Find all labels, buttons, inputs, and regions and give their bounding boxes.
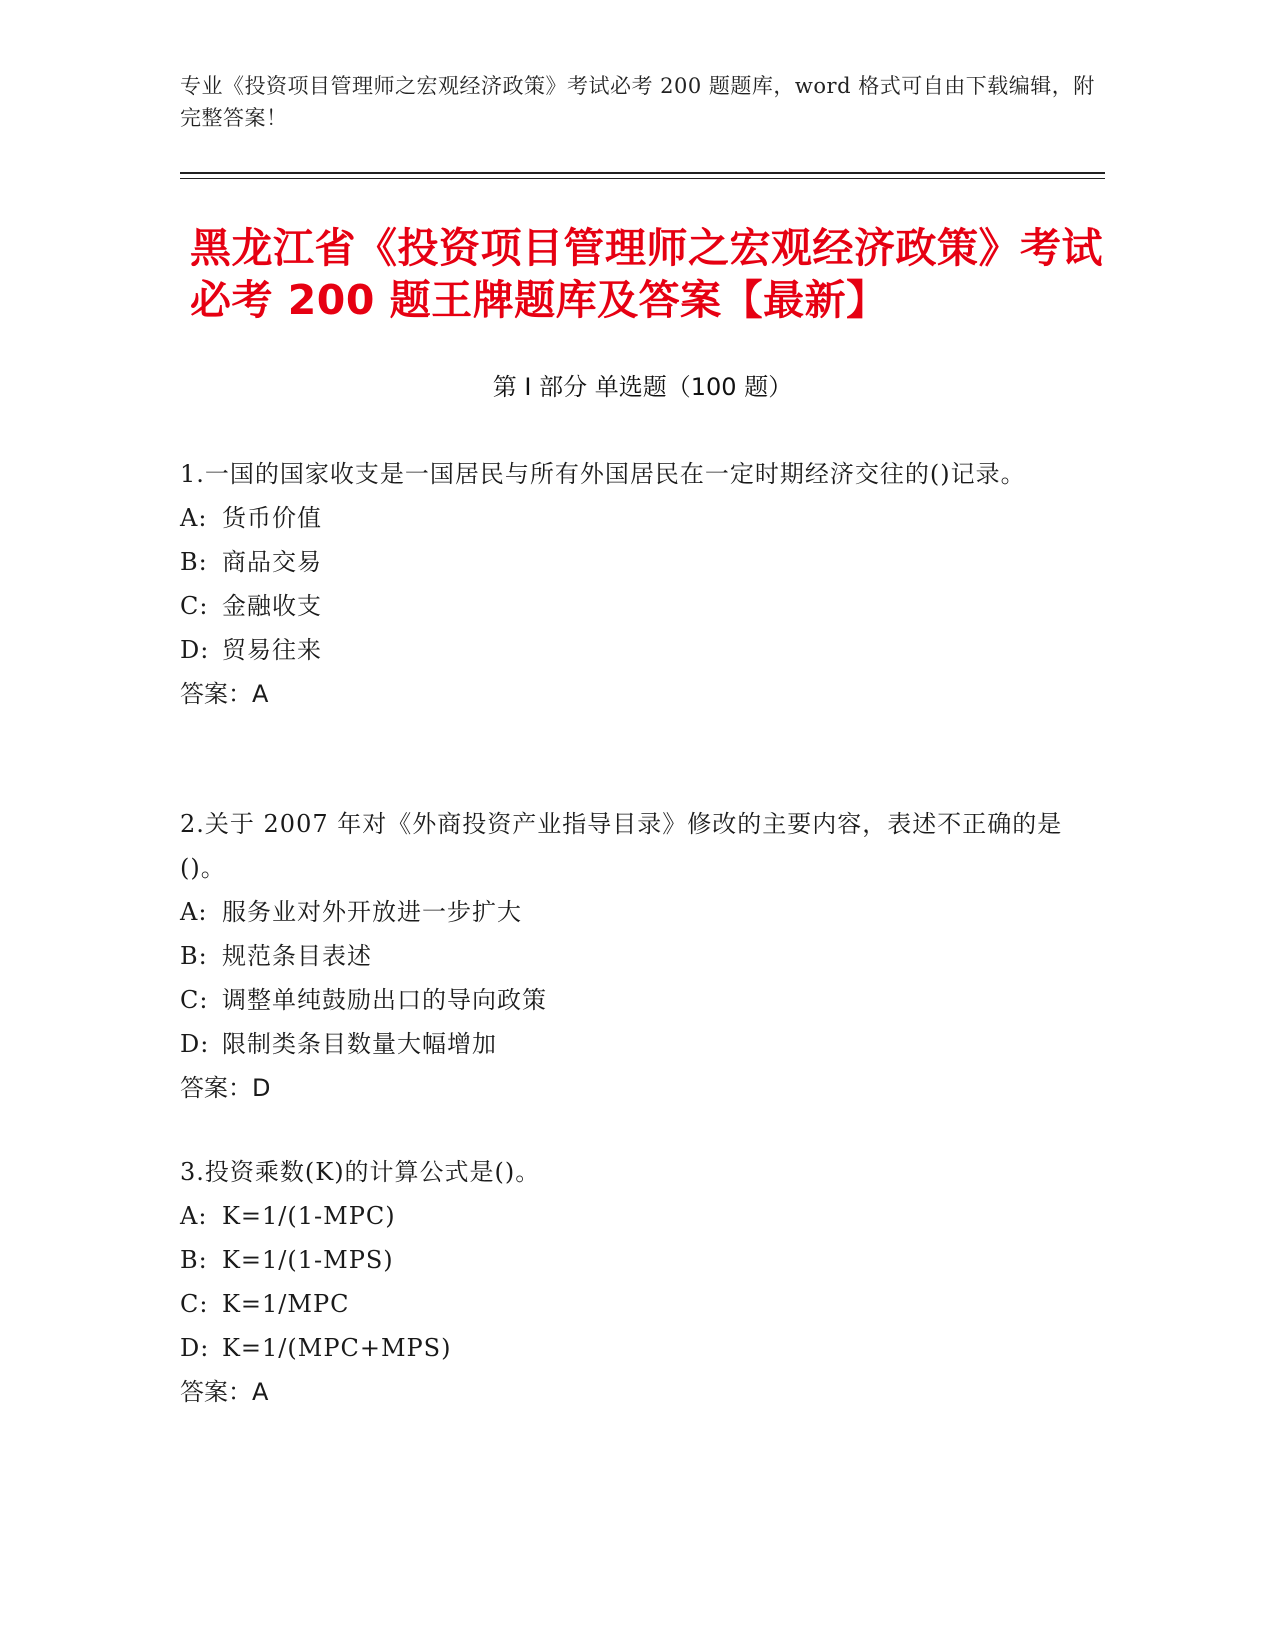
- section-title: 第 I 部分 单选题（100 题）: [492, 373, 793, 401]
- option-key: D:: [180, 1334, 210, 1362]
- option-text: 服务业对外开放进一步扩大: [222, 898, 522, 926]
- header-note: 专业《投资项目管理师之宏观经济政策》考试必考 200 题题库，word 格式可自由下载编辑，附完整答案！: [180, 74, 1095, 130]
- option-key: C:: [180, 986, 209, 1014]
- option-key: A:: [180, 504, 208, 532]
- option-text: 金融收支: [222, 592, 322, 620]
- option-d: [180, 1022, 1105, 1066]
- option-a: [180, 496, 1105, 540]
- option-text: 限制类条目数量大幅增加: [222, 1030, 497, 1058]
- answer: 答案：A: [180, 680, 269, 708]
- question-1: [180, 452, 1105, 716]
- header-divider-thin: [180, 178, 1105, 179]
- option-key: B:: [180, 1246, 208, 1274]
- option-c: [180, 584, 1105, 628]
- option-d: [180, 1326, 1105, 1370]
- option-text: 商品交易: [222, 548, 322, 576]
- option-text: K=1/MPC: [222, 1290, 350, 1318]
- option-a: [180, 890, 1105, 934]
- option-text: K=1/(1-MPC): [222, 1202, 396, 1230]
- question-stem: 3.投资乘数(K)的计算公式是()。: [180, 1158, 541, 1186]
- option-d: [180, 628, 1105, 672]
- option-key: D:: [180, 1030, 210, 1058]
- option-text: 规范条目表述: [222, 942, 372, 970]
- option-text: 贸易往来: [222, 636, 322, 664]
- document-title: 黑龙江省《投资项目管理师之宏观经济政策》考试必考 200 题王牌题库及答案【最新】: [190, 224, 1103, 324]
- option-b: [180, 540, 1105, 584]
- question-stem: 1.一国的国家收支是一国居民与所有外国居民在一定时期经济交往的()记录。: [180, 460, 1026, 488]
- option-a: [180, 1194, 1105, 1238]
- option-key: A:: [180, 1202, 208, 1230]
- option-b: [180, 1238, 1105, 1282]
- question-stem: 2.关于 2007 年对《外商投资产业指导目录》修改的主要内容，表述不正确的是()。: [180, 810, 1063, 882]
- option-key: C:: [180, 1290, 209, 1318]
- option-text: 货币价值: [222, 504, 322, 532]
- option-text: K=1/(MPC+MPS): [222, 1334, 452, 1362]
- question-3: [180, 1150, 1105, 1414]
- option-c: [180, 1282, 1105, 1326]
- option-text: K=1/(1-MPS): [222, 1246, 394, 1274]
- option-key: D:: [180, 636, 210, 664]
- option-key: B:: [180, 942, 208, 970]
- answer: 答案：D: [180, 1074, 271, 1102]
- option-key: B:: [180, 548, 208, 576]
- option-text: 调整单纯鼓励出口的导向政策: [222, 986, 547, 1014]
- option-key: C:: [180, 592, 209, 620]
- answer: 答案：A: [180, 1378, 269, 1406]
- option-b: [180, 934, 1105, 978]
- option-key: A:: [180, 898, 208, 926]
- header-divider-thick: [180, 172, 1105, 174]
- question-2: [180, 802, 1105, 1110]
- option-c: [180, 978, 1105, 1022]
